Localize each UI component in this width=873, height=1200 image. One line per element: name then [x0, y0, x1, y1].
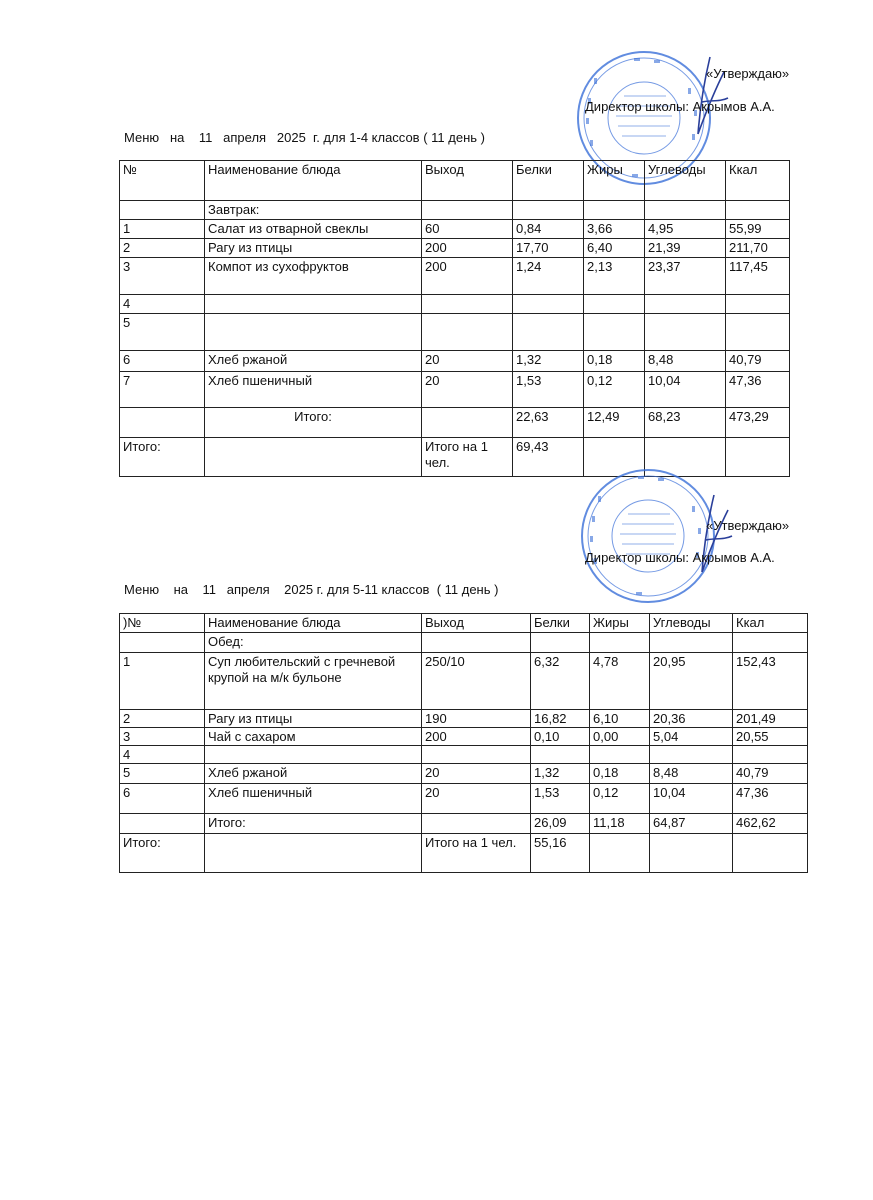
table-header-row	[120, 614, 808, 633]
table-row: 2 Рагу из птицы 200 17,70 6,40 21,39 211,70	[120, 239, 790, 258]
per-person-label: Итого на 1 чел.	[422, 438, 513, 477]
table-row: 7 Хлеб пшеничный 20 1,53 0,12 10,04 47,36	[120, 372, 790, 408]
header-cell: Жиры	[590, 614, 650, 633]
table-row: 6 Хлеб пшеничный 20 1,53 0,12 10,04 47,36	[120, 784, 808, 814]
header-cell: Наименование блюда	[205, 161, 422, 201]
meal-row	[120, 633, 808, 653]
director-signature-2	[684, 490, 744, 580]
table-row: 3 Компот из сухофруктов 200 1,24 2,13 23,37 117,45	[120, 258, 790, 295]
table-header-row	[120, 161, 790, 201]
table-row: 4	[120, 295, 790, 314]
table-row: 3 Чай с сахаром 200 0,10 0,00 5,04 20,55	[120, 728, 808, 746]
total-row: Итого: 26,09 11,18 64,87 462,62	[120, 814, 808, 834]
director-line: Директор школы: Акрымов А.А.	[585, 550, 775, 565]
table-row: 6 Хлеб ржаной 20 1,32 0,18 8,48 40,79	[120, 351, 790, 372]
header-cell: Белки	[531, 614, 590, 633]
header-cell: Выход	[422, 161, 513, 201]
header-cell: Наименование блюда	[205, 614, 422, 633]
meal-row	[120, 201, 790, 220]
approval-line: «Утверждаю»	[706, 518, 790, 533]
menu-table-1	[119, 160, 790, 477]
per-person-value: 69,43	[513, 438, 584, 477]
table-row: 5	[120, 314, 790, 351]
header-cell: )№	[120, 614, 205, 633]
total-label: Итого:	[205, 408, 422, 438]
menu-table-2	[119, 613, 808, 873]
header-cell: №	[120, 161, 205, 201]
header-cell: Ккал	[733, 614, 808, 633]
per-person-value: 55,16	[531, 834, 590, 873]
per-person-row-label: Итого:	[120, 438, 205, 477]
meal-label: Обед:	[205, 633, 422, 653]
per-person-label: Итого на 1 чел.	[422, 834, 531, 873]
approval-line: «Утверждаю»	[706, 66, 790, 81]
table-row: 1 Суп любительский с гречневой крупой на м/к бульоне 250/10 6,32 4,78 20,95 152,43	[120, 653, 808, 710]
header-cell: Углеводы	[650, 614, 733, 633]
table-row: 4	[120, 746, 808, 764]
table-row: 1 Салат из отварной свеклы 60 0,84 3,66 4,95 55,99	[120, 220, 790, 239]
menu-title-2: Меню на 11 апреля 2025 г. для 5-11 классов ( 11 день )	[124, 582, 499, 597]
header-cell: Белки	[513, 161, 584, 201]
total-row: Итого: 22,63 12,49 68,23 473,29	[120, 408, 790, 438]
per-person-row	[120, 834, 808, 873]
header-cell: Углеводы	[645, 161, 726, 201]
director-line: Директор школы: Акрымов А.А.	[585, 99, 775, 114]
total-label: Итого:	[205, 814, 422, 834]
header-cell: Ккал	[726, 161, 790, 201]
table-row: 5 Хлеб ржаной 20 1,32 0,18 8,48 40,79	[120, 764, 808, 784]
table-row: 2 Рагу из птицы 190 16,82 6,10 20,36 201,49	[120, 710, 808, 728]
meal-label: Завтрак:	[205, 201, 422, 220]
header-cell: Выход	[422, 614, 531, 633]
menu-title-1: Меню на 11 апреля 2025 г. для 1-4 классов ( 11 день )	[124, 130, 485, 145]
header-cell: Жиры	[584, 161, 645, 201]
per-person-row-label: Итого:	[120, 834, 205, 873]
